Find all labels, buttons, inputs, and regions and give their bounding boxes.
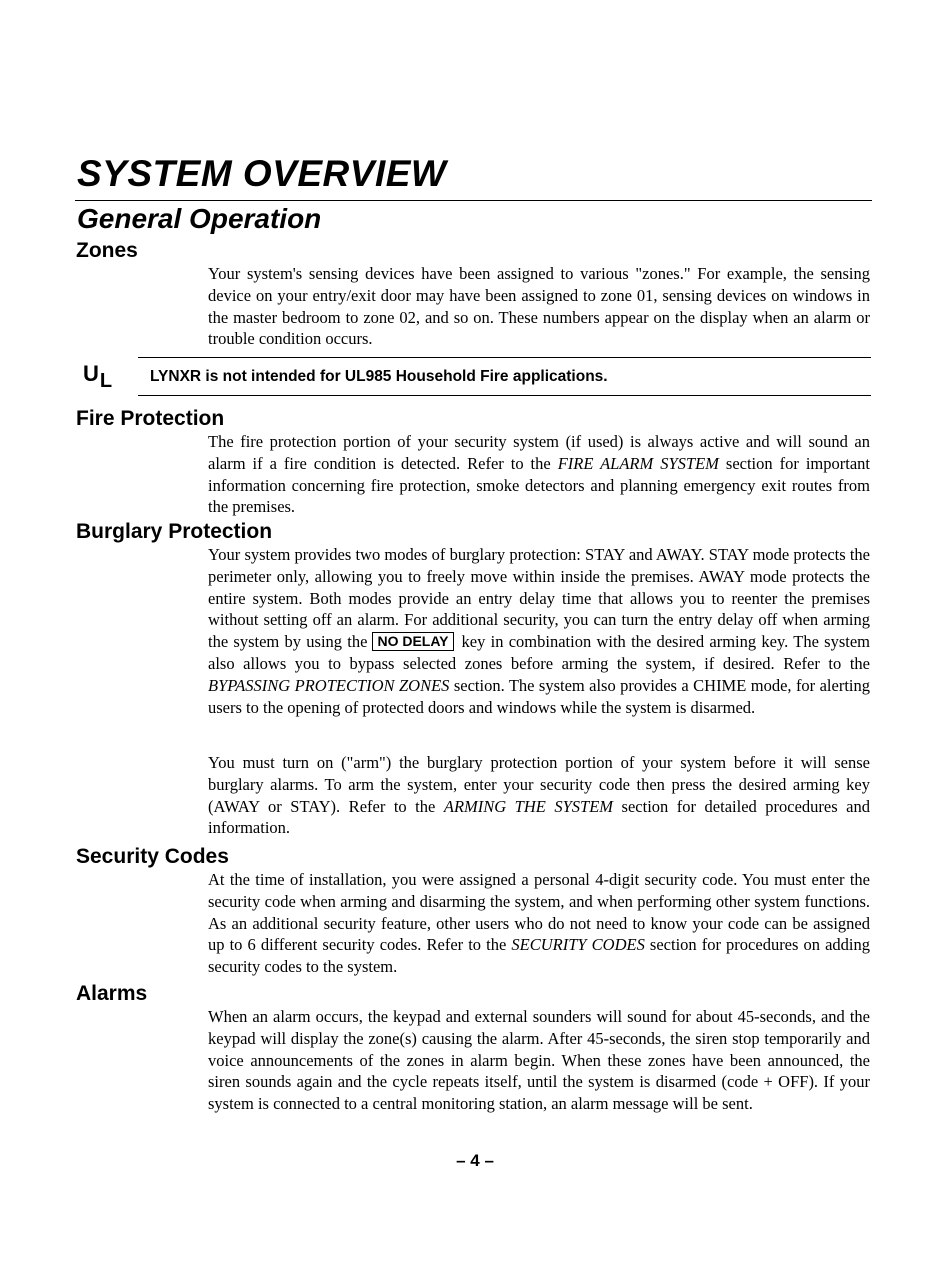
ul-notice-top-rule (138, 357, 871, 358)
security-codes-paragraph (208, 869, 870, 978)
alarms-heading: Alarms (76, 982, 148, 1005)
burglary-paragraph-1 (208, 544, 870, 718)
page-title: SYSTEM OVERVIEW (77, 153, 447, 194)
ul-notice-text: LYNXR is not intended for UL985 Household Fire applications. (150, 368, 608, 385)
no-delay-key: NO DELAY (372, 632, 453, 651)
zones-paragraph: Your system's sensing devices have been assigned to various "zones." For example, the sensing device on your entry/exit door may have been assigned to zone 01, sensing devices on windows in the master bedroom to zone 02, and so on. These numbers appear on the display when an alarm or trouble condition occurs. (208, 264, 870, 349)
alarms-paragraph: When an alarm occurs, the keypad and external sounders will sound for about 45-seconds, and the keypad will display the zone(s) causing the alarm. After 45-seconds, the siren stop temporarily and voice announcements of the zones in alarm begin. When these zones have been announced, the siren sounds again and the cycle repeats itself, until the system is disarmed (code + OFF). If your system is connected to a central monitoring station, an alarm message will be sent. (208, 1007, 870, 1114)
ul-logo (83, 361, 113, 392)
ul-logo-u: U (83, 361, 99, 386)
ul-logo-l: L (99, 370, 113, 392)
arming-system-reference: ARMING THE SYSTEM (443, 796, 614, 816)
section-title: General Operation (77, 203, 322, 234)
fire-alarm-system-reference: FIRE ALARM SYSTEM (557, 453, 719, 473)
burglary-text-part: You must turn on ("arm") the burglary protection portion of your system before it will sense burglary alarms. To arm the system, enter your security code then press the desired arming key (AWAY or STAY). Refer to the (208, 753, 870, 816)
fire-text-part: section for important information concerning fire protection, smoke detectors and planning emergency exit routes from the premises. (208, 453, 870, 517)
security-codes-heading: Security Codes (76, 845, 229, 868)
burglary-text-part: Your system provides two modes of burglary protection: STAY and AWAY. STAY mode protects the perimeter only, allowing you to freely move within inside the premises. AWAY mode protects the entire system. Both modes provide an entry delay time that allows you to reenter the premises without setting off an alarm. For additional security, you can turn the entry delay off when arming the system by using the (208, 545, 870, 652)
fire-protection-heading: Fire Protection (76, 407, 225, 430)
fire-text-part: The fire protection portion of your security system (if used) is always active and will sound an alarm if a fire condition is detected. Refer to the (208, 432, 870, 473)
zones-heading: Zones (76, 239, 138, 262)
burglary-text-part: section. The system also provides a CHIME mode, for alerting users to the opening of protected doors and windows while the system is disarmed. (208, 675, 870, 717)
burglary-text-part: key in combination with the desired arming key. The system also allows you to bypass selected zones before arming the system, if desired. Refer to the (208, 632, 870, 673)
burglary-protection-heading: Burglary Protection (76, 520, 273, 543)
codes-text-part: section for procedures on adding security codes to the system. (208, 935, 871, 977)
burglary-paragraph-2 (208, 752, 870, 839)
burglary-text-part: section for detailed procedures and information. (208, 796, 870, 838)
page-number: – 4 – (456, 1151, 494, 1170)
fire-protection-paragraph (208, 431, 870, 518)
ul-notice-bottom-rule (138, 395, 871, 396)
security-codes-reference: SECURITY CODES (511, 935, 645, 955)
bypassing-zones-reference: BYPASSING PROTECTION ZONES (208, 675, 450, 695)
codes-text-part: At the time of installation, you were assigned a personal 4-digit security code. You must enter the security code when arming and disarming the system, and when performing other system functions. As an additional security feature, other users who do not need to know your code can be assigned up to 6 different security codes. Refer to the (208, 870, 870, 955)
